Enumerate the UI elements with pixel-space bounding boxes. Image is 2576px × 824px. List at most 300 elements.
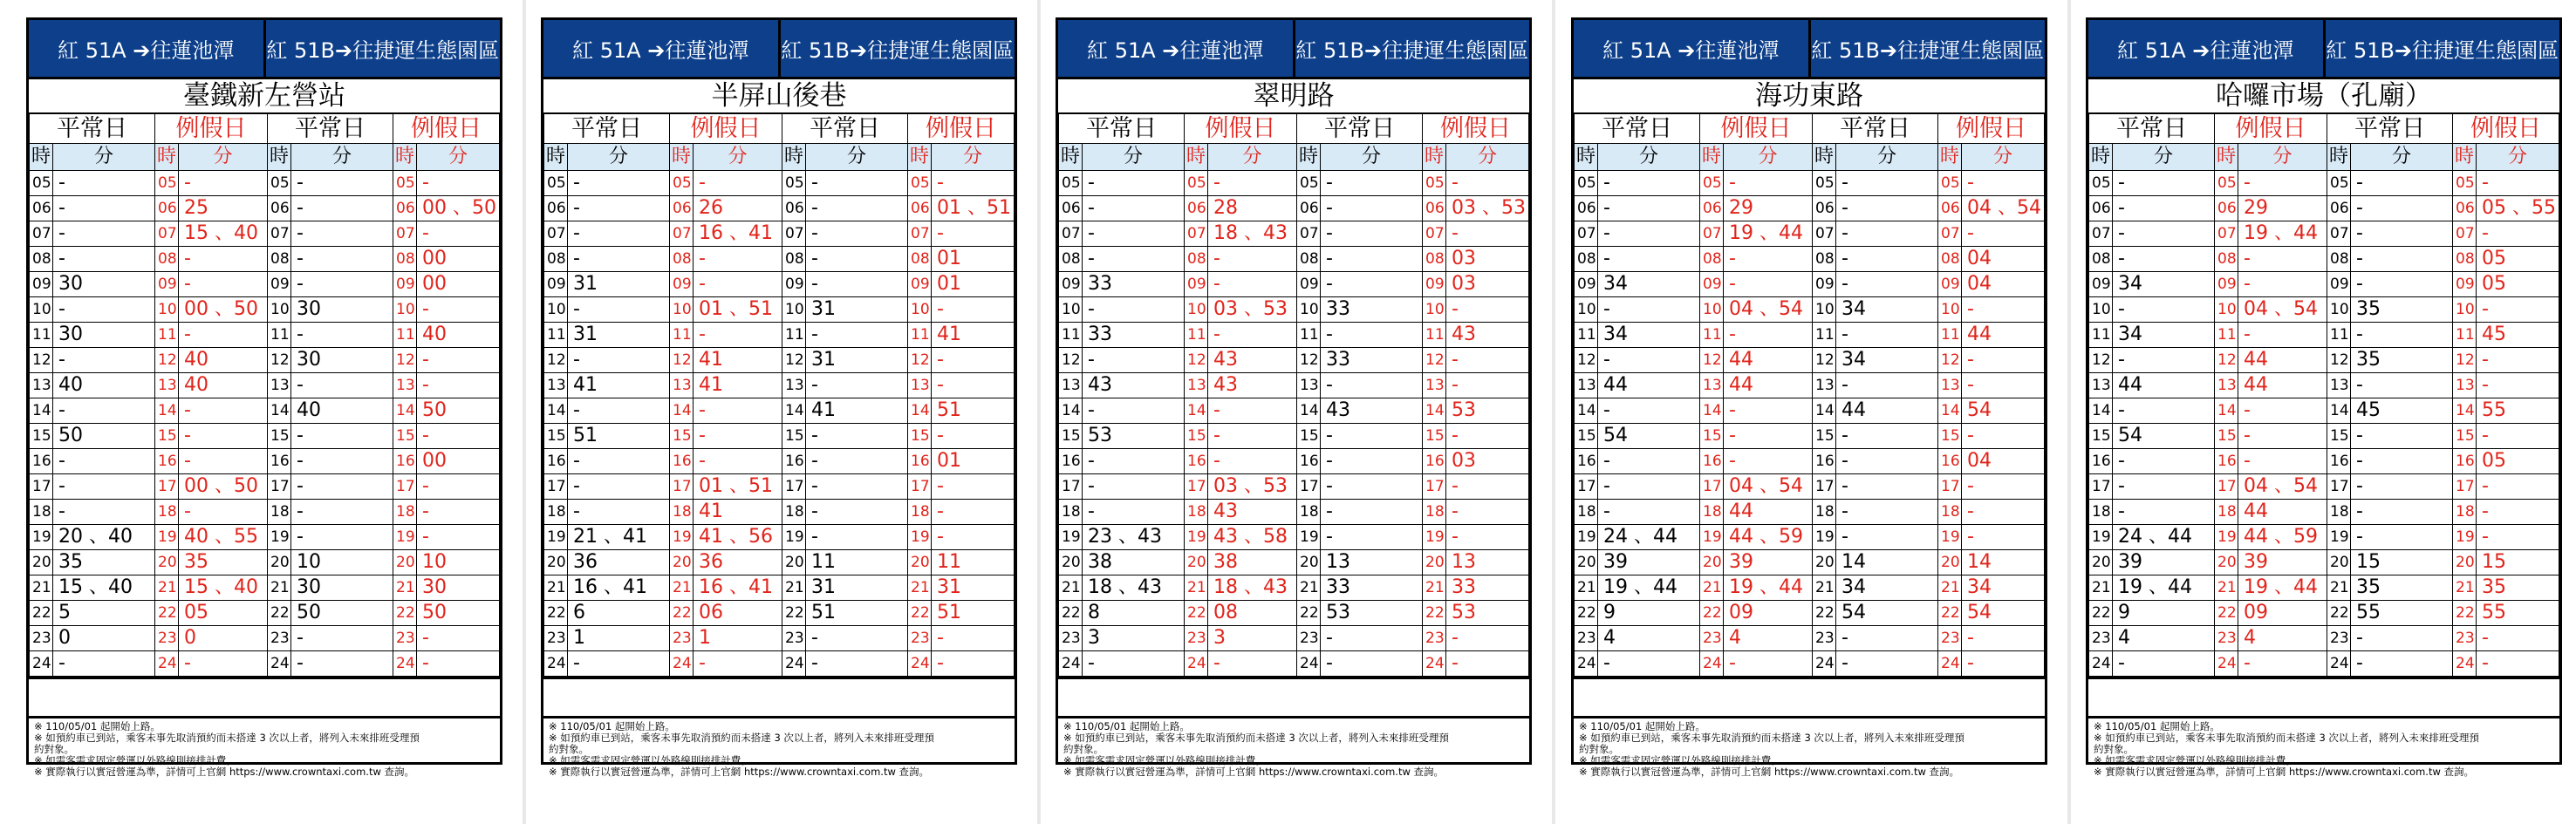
- minute-cell: 44: [2113, 373, 2215, 398]
- minute-cell: -: [417, 171, 500, 196]
- hour-cell: 05: [1297, 171, 1321, 196]
- minute-cell: -: [1446, 348, 1529, 373]
- minute-cell: 40: [417, 323, 500, 348]
- minute-cell: -: [1724, 171, 1813, 196]
- hour-row: [1059, 297, 1529, 323]
- notes-box: [2088, 716, 2559, 778]
- hour-cell: 10: [1185, 297, 1208, 323]
- hour-cell: 14: [2215, 398, 2238, 424]
- hour-cell: 10: [1938, 297, 1962, 323]
- hour-row: [1575, 196, 2045, 221]
- minute-cell: -: [2477, 474, 2559, 500]
- hour-cell: 22: [2327, 601, 2351, 626]
- minute-cell: 43: [1208, 348, 1297, 373]
- hour-row: [30, 500, 500, 525]
- hour-row: [1059, 626, 1529, 651]
- weekday-label-51b: 平常日: [268, 114, 393, 144]
- minute-cell: 01: [932, 272, 1015, 297]
- hour-row: [1575, 651, 2045, 677]
- hour-cell: 16: [2453, 449, 2477, 474]
- minute-cell: -: [806, 272, 908, 297]
- hour-cell: 21: [155, 575, 179, 601]
- hour-cell: 22: [30, 601, 53, 626]
- route-header: [1056, 17, 1532, 79]
- minute-cell: 44: [1724, 500, 1813, 525]
- hour-cell: 15: [1813, 424, 1836, 449]
- hour-cell: 08: [1813, 247, 1836, 272]
- note-line: ※ 如需客需求固定營運以外路線則接排計費。: [1579, 755, 1781, 766]
- hour-cell: 20: [908, 550, 932, 575]
- hour-cell: 13: [1938, 373, 1962, 398]
- minute-cell: 03 、53: [1446, 196, 1529, 221]
- hour-row: [1059, 171, 1529, 196]
- hour-cell: 11: [393, 323, 417, 348]
- hour-cell: 12: [1700, 348, 1724, 373]
- day-type-row: [30, 114, 500, 144]
- minute-cell: 0: [179, 626, 268, 651]
- hour-cell: 18: [1059, 500, 1083, 525]
- holiday-label-51a: 例假日: [1700, 114, 1813, 144]
- column-header-row: [544, 144, 1015, 171]
- minute-cell: -: [2113, 398, 2215, 424]
- notes-box: [29, 716, 500, 778]
- hour-cell: 10: [1423, 297, 1446, 323]
- note-line: ※ 如預約車已到站，乘客未事先取消預約而未搭達 3 次以上者，將列入未來排班受理預: [2094, 732, 2479, 744]
- timetable-table: [2088, 113, 2559, 677]
- hour-cell: 12: [2089, 348, 2113, 373]
- note-line: ※ 110/05/01 起開始上路。: [1579, 721, 1705, 732]
- hour-cell: 10: [30, 297, 53, 323]
- hour-cell: 22: [2089, 601, 2113, 626]
- hour-cell: 17: [1059, 474, 1083, 500]
- minute-cell: -: [2477, 373, 2559, 398]
- hour-cell: 23: [1575, 626, 1598, 651]
- hour-cell: 19: [1185, 525, 1208, 550]
- hour-cell: 20: [1297, 550, 1321, 575]
- minute-cell: 50: [53, 424, 155, 449]
- note-line: ※ 如需客需求固定營運以外路線則接排計費。: [549, 755, 751, 766]
- timetable-table: [1574, 113, 2045, 677]
- hour-cell: 13: [393, 373, 417, 398]
- hour-cell: 17: [30, 474, 53, 500]
- hour-row: [544, 323, 1015, 348]
- minute-cell: 09: [1724, 601, 1813, 626]
- minute-cell: -: [291, 196, 393, 221]
- minute-cell: 01 、51: [694, 297, 782, 323]
- hour-cell: 17: [1297, 474, 1321, 500]
- hour-cell: 21: [2453, 575, 2477, 601]
- minute-cell: 34: [1836, 348, 1938, 373]
- minute-cell: 31: [806, 297, 908, 323]
- hour-cell: 24: [30, 651, 53, 677]
- hour-cell: 17: [393, 474, 417, 500]
- hour-cell: 12: [908, 348, 932, 373]
- hour-cell: 08: [2453, 247, 2477, 272]
- hour-row: [1575, 373, 2045, 398]
- minute-cell: -: [53, 247, 155, 272]
- minute-cell: -: [568, 221, 670, 247]
- hour-cell: 23: [1297, 626, 1321, 651]
- hour-cell: 15: [544, 424, 568, 449]
- hour-row: [1575, 474, 2045, 500]
- hour-cell: 06: [782, 196, 806, 221]
- route-header: [26, 17, 502, 79]
- minute-cell: 31: [806, 348, 908, 373]
- hour-cell: 09: [1059, 272, 1083, 297]
- hour-cell: 16: [1700, 449, 1724, 474]
- minute-cell: -: [2477, 525, 2559, 550]
- minute-cell: 51: [932, 398, 1015, 424]
- minute-cell: 00 、50: [417, 196, 500, 221]
- minute-cell: 38: [1208, 550, 1297, 575]
- minute-cell: -: [2351, 500, 2453, 525]
- hour-cell: 20: [2089, 550, 2113, 575]
- hour-cell: 23: [1423, 626, 1446, 651]
- holiday-label-51a: 例假日: [2215, 114, 2327, 144]
- minute-cell: 24 、44: [1598, 525, 1700, 550]
- hour-cell: 14: [393, 398, 417, 424]
- minute-cell: -: [806, 449, 908, 474]
- minute-cell: -: [1083, 474, 1185, 500]
- hour-cell: 20: [1938, 550, 1962, 575]
- route-51a-label: 紅 51A ➔往蓮池潭: [2088, 20, 2326, 77]
- minute-cell: -: [53, 348, 155, 373]
- minute-cell: -: [2238, 449, 2327, 474]
- minute-cell: 01 、51: [694, 474, 782, 500]
- hour-cell: 24: [393, 651, 417, 677]
- hour-col-head: 時: [30, 144, 53, 171]
- hour-cell: 14: [30, 398, 53, 424]
- hour-cell: 18: [1575, 500, 1598, 525]
- hour-cell: 10: [1297, 297, 1321, 323]
- route-51a-label: 紅 51A ➔往蓮池潭: [543, 20, 781, 77]
- hour-cell: 14: [1059, 398, 1083, 424]
- minute-cell: 14: [1836, 550, 1938, 575]
- hour-cell: 07: [2089, 221, 2113, 247]
- minute-cell: -: [1321, 171, 1423, 196]
- hour-row: [544, 424, 1015, 449]
- minute-cell: -: [1321, 500, 1423, 525]
- minute-cell: -: [53, 651, 155, 677]
- minute-cell: -: [932, 500, 1015, 525]
- hour-cell: 06: [1700, 196, 1724, 221]
- minute-cell: 00 、50: [179, 474, 268, 500]
- hour-cell: 21: [1185, 575, 1208, 601]
- hour-row: [544, 196, 1015, 221]
- minute-cell: 40 、55: [179, 525, 268, 550]
- hour-cell: 11: [1423, 323, 1446, 348]
- hour-cell: 14: [268, 398, 291, 424]
- minute-cell: 33: [1321, 297, 1423, 323]
- hour-cell: 24: [1700, 651, 1724, 677]
- minute-cell: 41: [694, 373, 782, 398]
- hour-row: [544, 398, 1015, 424]
- minute-cell: -: [932, 297, 1015, 323]
- minute-cell: 41: [806, 398, 908, 424]
- hour-row: [30, 373, 500, 398]
- minute-cell: 30: [291, 297, 393, 323]
- hour-cell: 23: [670, 626, 694, 651]
- hour-cell: 05: [30, 171, 53, 196]
- minute-cell: -: [1724, 449, 1813, 474]
- minute-cell: -: [1208, 323, 1297, 348]
- minute-cell: -: [291, 525, 393, 550]
- minute-cell: 05: [2477, 449, 2559, 474]
- minute-cell: 35: [53, 550, 155, 575]
- minute-cell: 31: [568, 272, 670, 297]
- holiday-label-51b: 例假日: [393, 114, 500, 144]
- hour-row: [1059, 196, 1529, 221]
- route-51a-label: 紅 51A ➔往蓮池潭: [1574, 20, 1811, 77]
- minute-cell: -: [2113, 449, 2215, 474]
- minute-cell: -: [568, 247, 670, 272]
- weekday-label-51b: 平常日: [2327, 114, 2453, 144]
- minute-cell: 4: [1724, 626, 1813, 651]
- minute-cell: -: [2351, 171, 2453, 196]
- hour-row: [1059, 525, 1529, 550]
- minute-cell: -: [1598, 449, 1700, 474]
- hour-cell: 16: [393, 449, 417, 474]
- minute-cell: -: [417, 474, 500, 500]
- hour-cell: 20: [268, 550, 291, 575]
- hour-cell: 23: [30, 626, 53, 651]
- minute-cell: -: [2238, 323, 2327, 348]
- minute-cell: -: [1836, 651, 1938, 677]
- minute-cell: 19 、44: [1724, 575, 1813, 601]
- holiday-label-51b: 例假日: [908, 114, 1015, 144]
- hour-row: [1059, 474, 1529, 500]
- hour-row: [30, 575, 500, 601]
- hour-cell: 12: [1938, 348, 1962, 373]
- minute-cell: -: [53, 221, 155, 247]
- minute-cell: 06: [694, 601, 782, 626]
- hour-cell: 24: [782, 651, 806, 677]
- hour-cell: 17: [782, 474, 806, 500]
- minute-cell: 44 、59: [2238, 525, 2327, 550]
- hour-cell: 08: [2327, 247, 2351, 272]
- timetable-table: [543, 113, 1015, 677]
- minute-cell: 19 、44: [2113, 575, 2215, 601]
- minute-cell: 53: [1083, 424, 1185, 449]
- route-51a-label: 紅 51A ➔往蓮池潭: [1058, 20, 1295, 77]
- minute-cell: 0: [53, 626, 155, 651]
- hour-row: [544, 297, 1015, 323]
- note-line: ※ 如需客需求固定營運以外路線則接排計費。: [2094, 755, 2296, 766]
- minute-cell: 35: [2351, 348, 2453, 373]
- holiday-label-51b: 例假日: [1938, 114, 2045, 144]
- hour-cell: 13: [2215, 373, 2238, 398]
- hour-cell: 13: [2453, 373, 2477, 398]
- minute-cell: 40: [53, 373, 155, 398]
- minute-cell: 31: [806, 575, 908, 601]
- minute-cell: -: [1598, 196, 1700, 221]
- hour-cell: 13: [1185, 373, 1208, 398]
- minute-cell: 55: [2351, 601, 2453, 626]
- hour-cell: 12: [155, 348, 179, 373]
- hour-cell: 20: [1059, 550, 1083, 575]
- hour-row: [2089, 575, 2559, 601]
- hour-cell: 13: [544, 373, 568, 398]
- hour-cell: 24: [2089, 651, 2113, 677]
- hour-cell: 09: [908, 272, 932, 297]
- blank-area: [2088, 677, 2559, 716]
- minute-cell: 4: [2238, 626, 2327, 651]
- hour-cell: 06: [1938, 196, 1962, 221]
- note-line: ※ 實際執行以實冠營運為準，詳情可上官網 https://www.crowntaxi.com.tw 查詢。: [1579, 766, 1960, 778]
- hour-cell: 14: [544, 398, 568, 424]
- hour-cell: 08: [782, 247, 806, 272]
- minute-cell: -: [1598, 500, 1700, 525]
- minute-cell: -: [932, 221, 1015, 247]
- minute-cell: -: [2351, 449, 2453, 474]
- minute-cell: 43: [1321, 398, 1423, 424]
- hour-cell: 05: [155, 171, 179, 196]
- minute-cell: -: [417, 500, 500, 525]
- hour-cell: 17: [1813, 474, 1836, 500]
- hour-row: [2089, 348, 2559, 373]
- hour-cell: 18: [2089, 500, 2113, 525]
- route-51b-label: 紅 51B➔往捷運生態園區: [1811, 20, 2046, 77]
- hour-cell: 19: [544, 525, 568, 550]
- minute-cell: 00: [417, 247, 500, 272]
- hour-cell: 16: [1813, 449, 1836, 474]
- minute-cell: 05 、55: [2477, 196, 2559, 221]
- hour-row: [2089, 474, 2559, 500]
- minute-cell: -: [1836, 525, 1938, 550]
- minute-cell: -: [53, 398, 155, 424]
- hour-cell: 10: [670, 297, 694, 323]
- minute-cell: -: [291, 272, 393, 297]
- hour-col-head: 時: [2453, 144, 2477, 171]
- hour-row: [1575, 626, 2045, 651]
- hour-cell: 21: [782, 575, 806, 601]
- hour-cell: 22: [1813, 601, 1836, 626]
- minute-col-head: 分: [568, 144, 670, 171]
- minute-cell: -: [53, 297, 155, 323]
- stop-name: 半屏山後巷: [543, 79, 1015, 113]
- minute-col-head: 分: [1208, 144, 1297, 171]
- hour-cell: 17: [155, 474, 179, 500]
- hour-row: [1059, 601, 1529, 626]
- hour-cell: 09: [2453, 272, 2477, 297]
- minute-cell: -: [694, 171, 782, 196]
- minute-cell: -: [1321, 323, 1423, 348]
- hour-row: [30, 171, 500, 196]
- minute-cell: 20 、40: [53, 525, 155, 550]
- hour-cell: 10: [393, 297, 417, 323]
- hour-cell: 08: [268, 247, 291, 272]
- hour-cell: 22: [908, 601, 932, 626]
- hour-cell: 23: [1059, 626, 1083, 651]
- hour-cell: 19: [1575, 525, 1598, 550]
- hour-cell: 15: [1059, 424, 1083, 449]
- hour-cell: 07: [1700, 221, 1724, 247]
- hour-cell: 18: [908, 500, 932, 525]
- hour-cell: 15: [30, 424, 53, 449]
- hour-cell: 15: [2327, 424, 2351, 449]
- hour-col-head: 時: [268, 144, 291, 171]
- hour-cell: 05: [1938, 171, 1962, 196]
- minute-cell: -: [568, 398, 670, 424]
- hour-cell: 15: [268, 424, 291, 449]
- minute-cell: -: [2351, 247, 2453, 272]
- minute-cell: -: [1962, 500, 2045, 525]
- minute-cell: 04: [1962, 449, 2045, 474]
- minute-cell: 44: [1836, 398, 1938, 424]
- hour-cell: 11: [908, 323, 932, 348]
- hour-cell: 20: [2215, 550, 2238, 575]
- hour-cell: 22: [782, 601, 806, 626]
- minute-cell: 44: [1962, 323, 2045, 348]
- hour-cell: 10: [2327, 297, 2351, 323]
- hour-cell: 12: [268, 348, 291, 373]
- stop-name: 臺鐵新左營站: [29, 79, 500, 113]
- hour-cell: 08: [2215, 247, 2238, 272]
- hour-cell: 20: [2453, 550, 2477, 575]
- minute-cell: 19 、44: [1598, 575, 1700, 601]
- minute-cell: -: [291, 449, 393, 474]
- hour-cell: 18: [268, 500, 291, 525]
- minute-cell: -: [1836, 171, 1938, 196]
- minute-cell: 03: [1446, 449, 1529, 474]
- stop-timetable-panel-3: [1042, 0, 1543, 824]
- hour-row: [2089, 171, 2559, 196]
- minute-col-head: 分: [53, 144, 155, 171]
- blank-area: [29, 677, 500, 716]
- hour-cell: 12: [1423, 348, 1446, 373]
- hour-cell: 18: [1297, 500, 1321, 525]
- hour-cell: 06: [2327, 196, 2351, 221]
- hour-row: [2089, 500, 2559, 525]
- minute-cell: -: [1724, 651, 1813, 677]
- minute-cell: 53: [1446, 398, 1529, 424]
- minute-cell: 18 、43: [1208, 575, 1297, 601]
- hour-cell: 16: [544, 449, 568, 474]
- day-type-row: [2089, 114, 2559, 144]
- hour-row: [1575, 525, 2045, 550]
- hour-cell: 09: [670, 272, 694, 297]
- note-line: ※ 實際執行以實冠營運為準，詳情可上官網 https://www.crowntaxi.com.tw 查詢。: [1063, 766, 1445, 778]
- hour-cell: 08: [1575, 247, 1598, 272]
- minute-cell: 16 、41: [694, 221, 782, 247]
- hour-cell: 14: [1297, 398, 1321, 424]
- hour-cell: 16: [2215, 449, 2238, 474]
- hour-cell: 09: [1575, 272, 1598, 297]
- hour-cell: 05: [1813, 171, 1836, 196]
- hour-row: [1575, 171, 2045, 196]
- minute-cell: -: [2477, 348, 2559, 373]
- minute-cell: -: [2477, 424, 2559, 449]
- hour-row: [1059, 398, 1529, 424]
- hour-row: [2089, 272, 2559, 297]
- hour-cell: 09: [1297, 272, 1321, 297]
- hour-row: [1059, 550, 1529, 575]
- minute-cell: -: [1962, 474, 2045, 500]
- minute-cell: 15 、40: [179, 575, 268, 601]
- hour-cell: 08: [908, 247, 932, 272]
- minute-cell: -: [1724, 323, 1813, 348]
- stop-timetable-panel-4: [1558, 0, 2059, 824]
- hour-cell: 21: [2215, 575, 2238, 601]
- panel-divider: [523, 0, 526, 824]
- hour-row: [544, 171, 1015, 196]
- minute-cell: 21 、41: [568, 525, 670, 550]
- hour-cell: 23: [908, 626, 932, 651]
- hour-cell: 24: [268, 651, 291, 677]
- route-header: [1571, 17, 2047, 79]
- minute-cell: 9: [1598, 601, 1700, 626]
- minute-cell: 04 、54: [1724, 474, 1813, 500]
